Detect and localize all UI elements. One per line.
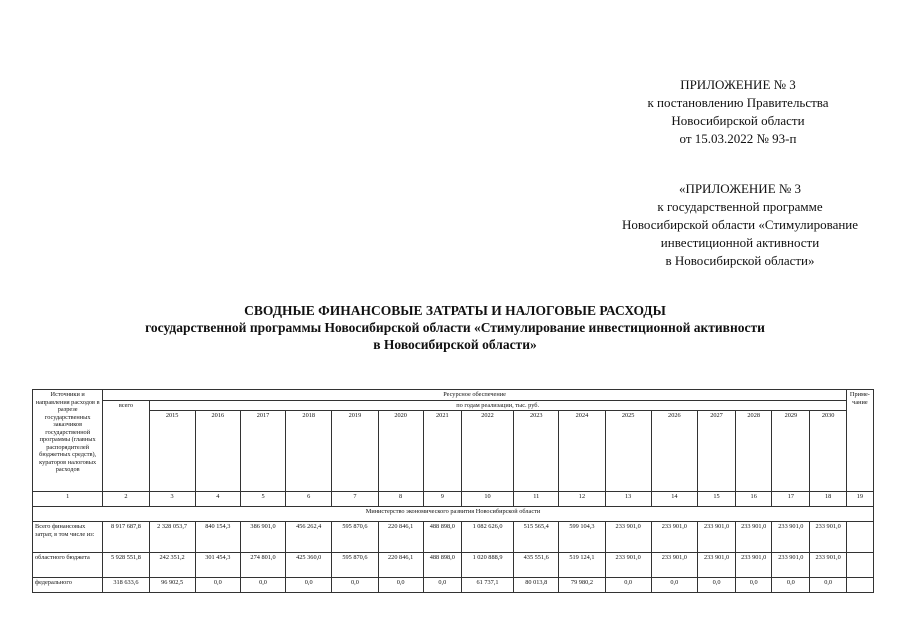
- table-cell: 220 846,1: [378, 522, 423, 553]
- appendix1-line4: от 15.03.2022 № 93-п: [679, 131, 797, 146]
- header-note: Приме-чание: [846, 390, 873, 492]
- row-label: Всего финансовых затрат, в том числе из:: [33, 522, 103, 553]
- table-cell: 233 901,0: [651, 553, 697, 578]
- table-cell: 96 902,5: [149, 578, 195, 593]
- appendix2-line4: инвестиционной активности: [660, 235, 820, 250]
- year-header-2027: 2027: [697, 411, 735, 492]
- table-cell: 425 360,0: [286, 553, 332, 578]
- table-cell: 220 846,1: [378, 553, 423, 578]
- column-number: 6: [286, 492, 332, 507]
- year-header-2026: 2026: [651, 411, 697, 492]
- table-cell: 5 928 551,8: [103, 553, 149, 578]
- year-header-2016: 2016: [195, 411, 240, 492]
- year-header-2020: 2020: [378, 411, 423, 492]
- table-cell: 61 737,1: [461, 578, 513, 593]
- appendix1-line3: Новосибирской области: [671, 113, 805, 128]
- header-resources: Ресурсное обеспечение: [103, 390, 847, 401]
- table-cell: 242 351,2: [149, 553, 195, 578]
- table-cell: 2 328 053,7: [149, 522, 195, 553]
- year-header-2023: 2023: [514, 411, 559, 492]
- table-row: [33, 553, 874, 578]
- ministry-row: Министерство экономического развития Новосибирской области: [33, 507, 874, 522]
- column-number: 11: [514, 492, 559, 507]
- table-cell: 1 082 626,0: [461, 522, 513, 553]
- table-row: [33, 578, 874, 593]
- column-number: 13: [605, 492, 651, 507]
- column-number: 12: [559, 492, 605, 507]
- year-header-2017: 2017: [240, 411, 285, 492]
- column-number: 17: [772, 492, 810, 507]
- table-cell: 79 980,2: [559, 578, 605, 593]
- table-cell: 0,0: [810, 578, 846, 593]
- table-cell: 599 104,3: [559, 522, 605, 553]
- table-cell: 595 870,6: [332, 553, 378, 578]
- column-number: 7: [332, 492, 378, 507]
- year-header-2030: 2030: [810, 411, 846, 492]
- table-cell: 0,0: [378, 578, 423, 593]
- table-cell: 0,0: [240, 578, 285, 593]
- year-header-2028: 2028: [736, 411, 772, 492]
- table-cell: 233 901,0: [736, 553, 772, 578]
- appendix1-line1: ПРИЛОЖЕНИЕ № 3: [680, 77, 796, 92]
- appendix2-line1: «ПРИЛОЖЕНИЕ № 3: [678, 181, 802, 196]
- table-cell: 0,0: [651, 578, 697, 593]
- column-number: 3: [149, 492, 195, 507]
- year-header-2018: 2018: [286, 411, 332, 492]
- table-cell: 0,0: [286, 578, 332, 593]
- year-header-2021: 2021: [423, 411, 461, 492]
- table-cell: 301 454,3: [195, 553, 240, 578]
- header-total: всего: [103, 400, 149, 492]
- year-header-2015: 2015: [149, 411, 195, 492]
- header-by-years: по годам реализации, тыс. руб.: [149, 400, 846, 411]
- column-number-row: [33, 492, 874, 507]
- appendix1-line2: к постановлению Правительства: [647, 95, 829, 110]
- column-number: 16: [736, 492, 772, 507]
- table-cell: 1 020 888,9: [461, 553, 513, 578]
- column-number: 4: [195, 492, 240, 507]
- table-cell: 0,0: [423, 578, 461, 593]
- column-number: 8: [378, 492, 423, 507]
- document-title: [60, 302, 850, 353]
- title-line1: СВОДНЫЕ ФИНАНСОВЫЕ ЗАТРАТЫ И НАЛОГОВЫЕ РАСХОДЫ: [244, 303, 666, 318]
- table-cell: 0,0: [332, 578, 378, 593]
- row-label: областного бюджета: [33, 553, 103, 578]
- year-header-2022: 2022: [461, 411, 513, 492]
- table-cell: 0,0: [195, 578, 240, 593]
- table-cell: 515 565,4: [514, 522, 559, 553]
- table-cell: 233 901,0: [772, 522, 810, 553]
- table-cell: 595 870,6: [332, 522, 378, 553]
- appendix2-line2: к государственной программе: [657, 199, 823, 214]
- year-header-2029: 2029: [772, 411, 810, 492]
- table-cell: 233 901,0: [697, 553, 735, 578]
- table-cell: 0,0: [772, 578, 810, 593]
- year-header-2025: 2025: [605, 411, 651, 492]
- table-cell: 274 801,0: [240, 553, 285, 578]
- table-cell: 318 633,6: [103, 578, 149, 593]
- table-cell: 840 154,3: [195, 522, 240, 553]
- year-header-row: [33, 411, 874, 492]
- table-cell: [846, 522, 873, 553]
- appendix2-line3: Новосибирской области «Стимулирование: [621, 217, 859, 232]
- appendix2-line5: в Новосибирской области»: [665, 253, 815, 268]
- table-body: [33, 522, 874, 593]
- table-cell: 233 901,0: [810, 553, 846, 578]
- table-cell: 456 262,4: [286, 522, 332, 553]
- column-number: 14: [651, 492, 697, 507]
- row-label: федерального: [33, 578, 103, 593]
- column-number: 15: [697, 492, 735, 507]
- column-number: 19: [846, 492, 873, 507]
- column-number: 10: [461, 492, 513, 507]
- table-cell: [846, 553, 873, 578]
- table-cell: 80 013,8: [514, 578, 559, 593]
- table-cell: 386 901,0: [240, 522, 285, 553]
- table-cell: 233 901,0: [605, 522, 651, 553]
- table-cell: 0,0: [605, 578, 651, 593]
- table-cell: 0,0: [697, 578, 735, 593]
- appendix-header-1: [588, 76, 888, 148]
- column-number: 5: [240, 492, 285, 507]
- table-cell: 0,0: [736, 578, 772, 593]
- year-header-2024: 2024: [559, 411, 605, 492]
- table-cell: 519 124,1: [559, 553, 605, 578]
- table-cell: [846, 578, 873, 593]
- header-sources: Источники и направления расходов в разрезе государственных заказчиков государственной программы (главных распорядителей бюджетных средств), кураторов налоговых расходов: [33, 390, 103, 492]
- table-cell: 435 551,6: [514, 553, 559, 578]
- column-number: 1: [33, 492, 103, 507]
- table-cell: 233 901,0: [810, 522, 846, 553]
- year-header-2019: 2019: [332, 411, 378, 492]
- table-cell: 488 898,0: [423, 553, 461, 578]
- table-cell: 233 901,0: [605, 553, 651, 578]
- title-line2: государственной программы Новосибирской области «Стимулирование инвестиционной активности: [145, 320, 765, 335]
- title-line3: в Новосибирской области»: [373, 337, 537, 352]
- table-cell: 233 901,0: [736, 522, 772, 553]
- column-number: 18: [810, 492, 846, 507]
- table-row: [33, 522, 874, 553]
- table-cell: 233 901,0: [651, 522, 697, 553]
- table-cell: 233 901,0: [697, 522, 735, 553]
- table-cell: 488 898,0: [423, 522, 461, 553]
- financial-table: [32, 389, 874, 593]
- table-cell: 8 917 687,8: [103, 522, 149, 553]
- column-number: 9: [423, 492, 461, 507]
- column-number: 2: [103, 492, 149, 507]
- appendix-header-2: [580, 180, 900, 270]
- table-cell: 233 901,0: [772, 553, 810, 578]
